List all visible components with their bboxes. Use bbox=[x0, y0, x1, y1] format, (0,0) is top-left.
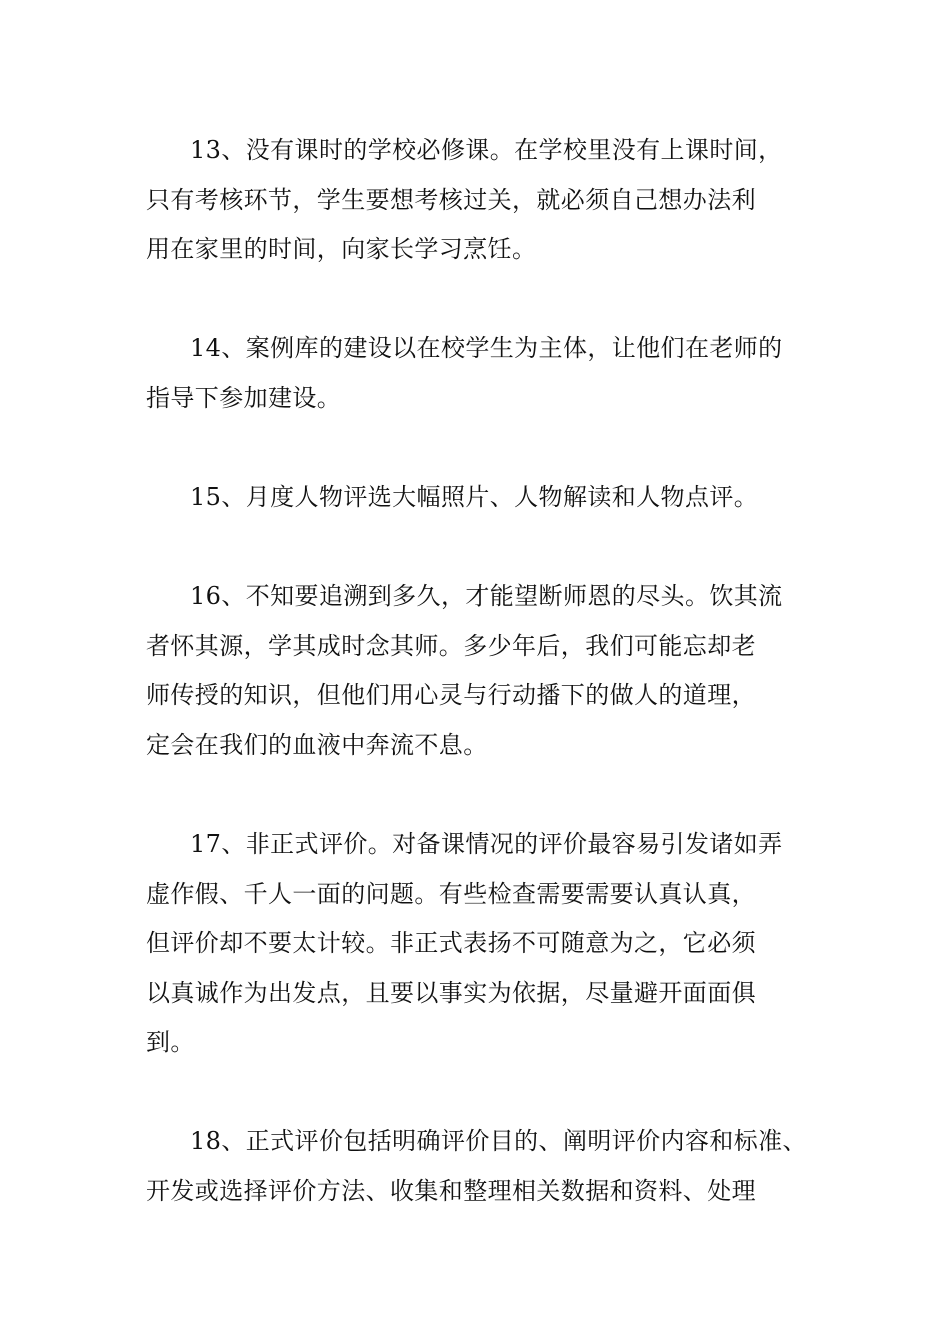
paragraph-17 bbox=[146, 820, 826, 1068]
paragraph-line: 用在家里的时间，向家长学习烹饪。 bbox=[146, 235, 537, 263]
paragraph-16 bbox=[146, 572, 826, 770]
paragraph-line: 15、月度人物评选大幅照片、人物解读和人物点评。 bbox=[190, 483, 759, 511]
paragraph-line: 者怀其源，学其成时念其师。多少年后，我们可能忘却老 bbox=[146, 631, 756, 660]
paragraph-15 bbox=[146, 473, 826, 523]
paragraph-line: 14、案例库的建设以在校学生为主体，让他们在老师的 bbox=[190, 334, 783, 362]
paragraph-line: 13、没有课时的学校必修课。在学校里没有上课时间， bbox=[190, 136, 783, 164]
paragraph-line: 定会在我们的血液中奔流不息。 bbox=[146, 730, 488, 759]
paragraph-line: 17、非正式评价。对备课情况的评价最容易引发诸如弄 bbox=[190, 830, 783, 858]
paragraph-line: 但评价却不要太计较。非正式表扬不可随意为之，它必须 bbox=[146, 929, 756, 957]
paragraph-line: 到。 bbox=[146, 1028, 195, 1056]
paragraph-line: 指导下参加建设。 bbox=[146, 383, 342, 412]
paragraph-line: 18、正式评价包括明确评价目的、阐明评价内容和标准、 bbox=[190, 1127, 807, 1155]
paragraph-line: 虚作假、千人一面的问题。有些检查需要需要认真认真， bbox=[146, 879, 756, 908]
paragraph-18 bbox=[146, 1117, 826, 1216]
paragraph-14 bbox=[146, 324, 826, 423]
paragraph-line: 开发或选择评价方法、收集和整理相关数据和资料、处理 bbox=[146, 1176, 756, 1205]
paragraph-line: 师传授的知识，但他们用心灵与行动播下的做人的道理， bbox=[146, 681, 756, 709]
paragraph-line: 以真诚作为出发点，且要以事实为依据，尽量避开面面俱 bbox=[146, 978, 756, 1007]
paragraph-13 bbox=[146, 126, 826, 275]
paragraph-line: 16、不知要追溯到多久，才能望断师恩的尽头。饮其流 bbox=[190, 582, 783, 610]
paragraph-line: 只有考核环节，学生要想考核过关，就必须自己想办法利 bbox=[146, 185, 756, 214]
